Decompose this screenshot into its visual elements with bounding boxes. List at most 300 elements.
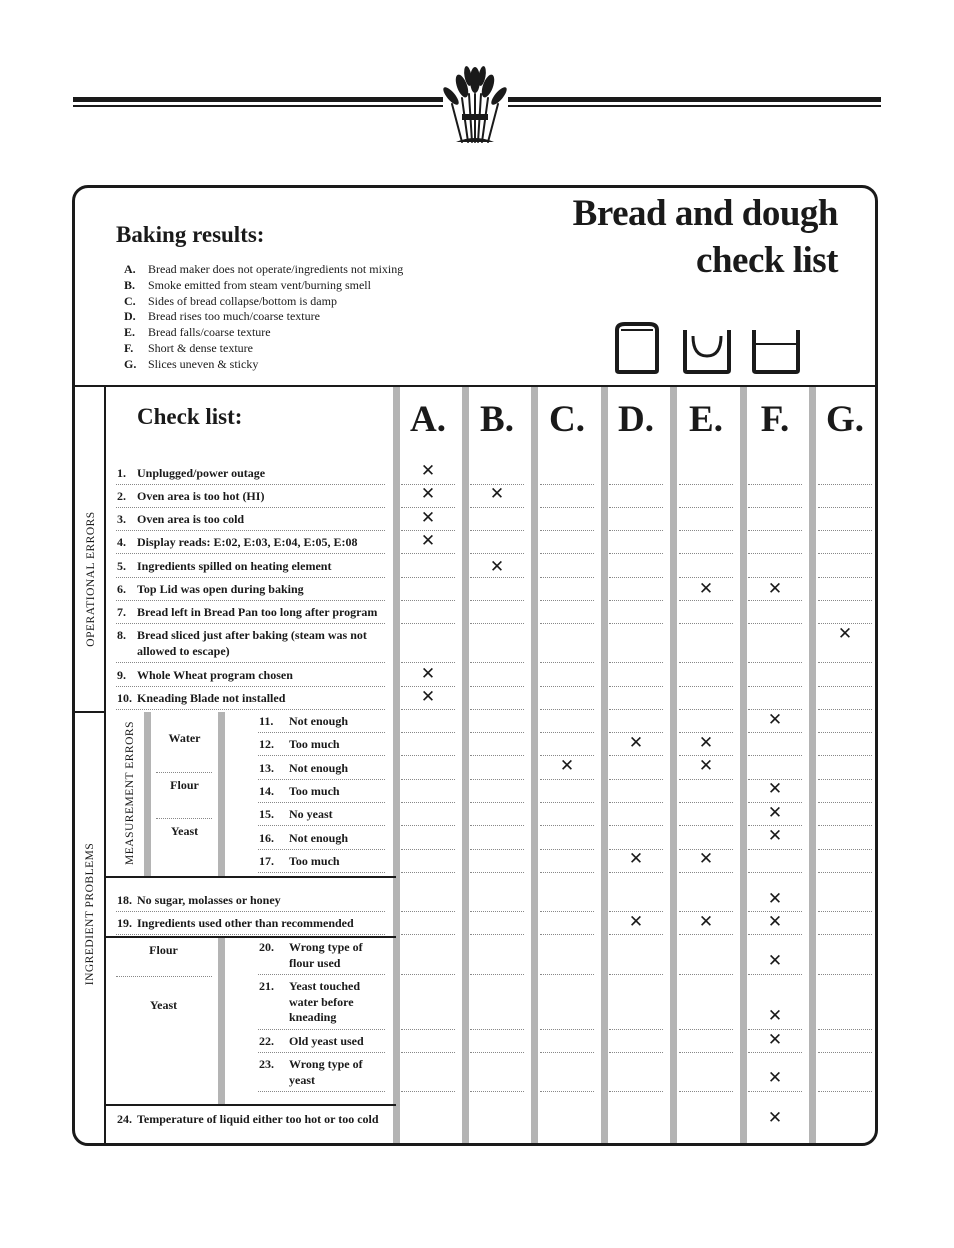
cell-divider	[679, 600, 733, 601]
row-number: 20.	[259, 940, 274, 954]
row-text: No sugar, molasses or honey	[137, 893, 281, 907]
row-text: Bread sliced just after baking (steam was not allowed to escape)	[137, 628, 367, 658]
cell-divider	[401, 934, 455, 935]
column-separator	[670, 387, 677, 1143]
cross-mark-icon: ✕	[420, 687, 436, 707]
cell-divider	[470, 1029, 524, 1030]
row-number: 5.	[117, 559, 126, 573]
row-number: 2.	[117, 489, 126, 503]
cross-mark-icon: ✕	[559, 756, 575, 776]
baking-result-letter: A.	[124, 262, 136, 276]
cell-divider	[748, 600, 802, 601]
cell-divider	[818, 600, 872, 601]
cross-mark-icon: ✕	[837, 624, 853, 644]
category-yeast: Yeast	[170, 824, 199, 838]
cell-divider	[540, 1052, 594, 1053]
row-text: No yeast	[289, 807, 333, 821]
top-rule-left	[73, 97, 443, 109]
cell-divider	[748, 530, 802, 531]
cell-divider	[401, 849, 455, 850]
row-text: Not enough	[289, 831, 349, 845]
cell-divider	[818, 686, 872, 687]
cell-divider	[679, 709, 733, 710]
cell-divider	[401, 662, 455, 663]
measurement-box-bottom	[106, 876, 396, 878]
cell-divider	[540, 934, 594, 935]
cross-mark-icon: ✕	[698, 733, 714, 753]
cell-divider	[679, 1091, 733, 1092]
row-number: 13.	[259, 761, 274, 775]
cell-divider	[748, 1052, 802, 1053]
column-header: F.	[760, 399, 790, 440]
cell-divider	[609, 662, 663, 663]
checklist-row	[259, 854, 387, 870]
bread-pan-collapsed-icon	[681, 326, 733, 374]
cell-divider	[609, 872, 663, 873]
cell-divider	[818, 732, 872, 733]
cross-mark-icon: ✕	[767, 951, 783, 971]
row-text: Oven area is too cold	[137, 512, 245, 526]
cell-divider	[679, 484, 733, 485]
cell-divider	[748, 507, 802, 508]
row-text: Oven area is too hot (HI)	[137, 489, 265, 503]
cell-divider	[679, 623, 733, 624]
checklist-row	[259, 1034, 387, 1050]
row-divider	[116, 530, 385, 531]
checklist-row	[117, 668, 387, 684]
cell-divider	[540, 849, 594, 850]
cross-mark-icon: ✕	[767, 1006, 783, 1026]
cell-divider	[818, 974, 872, 975]
measurement-box-left	[144, 712, 151, 876]
cell-divider	[540, 709, 594, 710]
baking-result-letter: C.	[124, 293, 136, 308]
cell-divider	[401, 872, 455, 873]
cell-divider	[818, 530, 872, 531]
cell-divider	[609, 934, 663, 935]
cell-divider	[540, 802, 594, 803]
cell-divider	[818, 825, 872, 826]
row-divider	[258, 825, 385, 826]
cell-divider	[470, 709, 524, 710]
cell-divider	[679, 1029, 733, 1030]
baking-result-item	[124, 325, 504, 341]
baking-result-item	[124, 294, 504, 310]
cell-divider	[401, 709, 455, 710]
baking-result-letter: D.	[124, 309, 136, 324]
cell-divider	[470, 686, 524, 687]
cell-divider	[818, 507, 872, 508]
title-line-2: check list	[696, 240, 838, 281]
checklist-row	[259, 714, 387, 730]
checklist-row	[117, 489, 387, 505]
baking-result-text: Sides of bread collapse/bottom is damp	[148, 293, 337, 308]
cell-divider	[540, 484, 594, 485]
cell-divider	[748, 662, 802, 663]
column-header: A.	[410, 399, 446, 440]
cell-divider	[748, 686, 802, 687]
baking-result-text: Smoke emitted from steam vent/burning smell	[148, 277, 371, 292]
cell-divider	[470, 577, 524, 578]
cell-divider	[679, 577, 733, 578]
cell-divider	[818, 779, 872, 780]
row-divider	[116, 911, 385, 912]
row-divider	[116, 577, 385, 578]
row-text: Wrong type of yeast	[289, 1057, 363, 1087]
category-yeast-2: Yeast	[149, 998, 178, 1012]
row-number: 10.	[117, 691, 132, 705]
row-number: 11.	[259, 714, 274, 728]
cell-divider	[748, 1091, 802, 1092]
cell-divider	[470, 825, 524, 826]
cell-divider	[679, 1052, 733, 1053]
baking-result-item	[124, 262, 504, 278]
cell-divider	[818, 802, 872, 803]
title-line-1: Bread and dough	[572, 193, 838, 234]
cell-divider	[609, 1091, 663, 1092]
baking-result-item	[124, 357, 504, 373]
checklist-row	[259, 1057, 387, 1088]
cell-divider	[818, 934, 872, 935]
row-number: 23.	[259, 1057, 274, 1071]
row-divider	[258, 779, 385, 780]
cross-mark-icon: ✕	[489, 557, 505, 577]
row-text: Ingredients used other than recommended	[137, 916, 354, 930]
cell-divider	[470, 1052, 524, 1053]
cross-mark-icon: ✕	[698, 579, 714, 599]
row-divider	[258, 802, 385, 803]
cell-divider	[609, 1029, 663, 1030]
row-number: 1.	[117, 466, 126, 480]
cross-mark-icon: ✕	[420, 484, 436, 504]
row-text: Too much	[289, 737, 340, 751]
cell-divider	[540, 1029, 594, 1030]
baking-result-letter: F.	[124, 340, 134, 355]
cell-divider	[540, 911, 594, 912]
row-divider	[116, 507, 385, 508]
cross-mark-icon: ✕	[767, 710, 783, 730]
cell-divider	[818, 872, 872, 873]
cross-mark-icon: ✕	[698, 912, 714, 932]
cell-divider	[401, 802, 455, 803]
cell-divider	[470, 507, 524, 508]
cell-divider	[540, 825, 594, 826]
cell-divider	[609, 755, 663, 756]
cell-divider	[609, 779, 663, 780]
cell-divider	[748, 553, 802, 554]
checklist-row	[117, 605, 387, 621]
cell-divider	[401, 825, 455, 826]
cross-mark-icon: ✕	[767, 779, 783, 799]
checklist-row	[259, 807, 387, 823]
cell-divider	[818, 911, 872, 912]
cell-divider	[540, 1091, 594, 1092]
row-number: 3.	[117, 512, 126, 526]
row-divider	[258, 849, 385, 850]
row-text: Wrong type of flour used	[289, 940, 363, 970]
row-divider	[258, 872, 385, 873]
bread-pan-short-icon	[750, 326, 802, 374]
cell-divider	[470, 849, 524, 850]
checklist-row	[259, 761, 387, 777]
cell-divider	[470, 732, 524, 733]
cross-mark-icon: ✕	[420, 461, 436, 481]
cell-divider	[470, 779, 524, 780]
row-text: Kneading Blade not installed	[137, 691, 286, 705]
cell-divider	[401, 577, 455, 578]
cell-divider	[818, 484, 872, 485]
cell-divider	[609, 553, 663, 554]
cross-mark-icon: ✕	[628, 912, 644, 932]
row-divider	[258, 732, 385, 733]
row-number: 6.	[117, 582, 126, 596]
cell-divider	[470, 623, 524, 624]
checklist-row	[117, 466, 387, 482]
cell-divider	[818, 755, 872, 756]
cell-divider	[609, 507, 663, 508]
cross-mark-icon: ✕	[420, 664, 436, 684]
cell-divider	[540, 872, 594, 873]
baking-result-text: Bread rises too much/coarse texture	[148, 309, 320, 324]
column-header: D.	[618, 399, 654, 440]
row-text: Old yeast used	[289, 1034, 364, 1048]
wheat-sheaf-icon	[442, 64, 508, 144]
category-water: Water	[168, 731, 201, 745]
baking-result-item	[124, 278, 504, 294]
cell-divider	[748, 484, 802, 485]
cell-divider	[609, 623, 663, 624]
row-divider	[116, 662, 385, 663]
page-title	[500, 190, 838, 284]
row-divider	[116, 600, 385, 601]
cell-divider	[679, 507, 733, 508]
checklist-row	[259, 979, 387, 1026]
cell-divider	[540, 530, 594, 531]
baking-result-item	[124, 341, 504, 357]
checklist-row	[117, 512, 387, 528]
checklist-row	[117, 916, 387, 932]
cell-divider	[818, 1052, 872, 1053]
row-divider	[258, 974, 385, 975]
checklist-row	[259, 940, 387, 971]
row-number: 22.	[259, 1034, 274, 1048]
cross-mark-icon: ✕	[698, 756, 714, 776]
cell-divider	[748, 732, 802, 733]
checklist-row	[117, 691, 387, 707]
checklist-row	[259, 737, 387, 753]
cell-divider	[818, 662, 872, 663]
cell-divider	[818, 1091, 872, 1092]
cell-divider	[748, 872, 802, 873]
baking-result-letter: G.	[124, 356, 137, 371]
row-divider	[116, 934, 385, 935]
baking-result-item	[124, 309, 504, 325]
cell-divider	[401, 1029, 455, 1030]
cell-divider	[540, 779, 594, 780]
cell-divider	[540, 974, 594, 975]
cell-divider	[540, 577, 594, 578]
checklist-row	[259, 784, 387, 800]
row-divider	[116, 484, 385, 485]
cell-divider	[818, 709, 872, 710]
row-number: 21.	[259, 979, 274, 993]
header-divider	[74, 385, 876, 387]
checklist-row	[117, 559, 387, 575]
baking-result-text: Slices uneven & sticky	[148, 356, 259, 371]
cell-divider	[679, 802, 733, 803]
cell-divider	[609, 686, 663, 687]
cross-mark-icon: ✕	[767, 579, 783, 599]
row-number: 14.	[259, 784, 274, 798]
cell-divider	[818, 577, 872, 578]
row-number: 8.	[117, 628, 126, 642]
column-separator	[393, 387, 400, 1143]
column-separator	[531, 387, 538, 1143]
row-number: 16.	[259, 831, 274, 845]
category-divider	[156, 772, 212, 773]
checklist-row	[117, 582, 387, 598]
row-text: Whole Wheat program chosen	[137, 668, 293, 682]
section-measurement-label: MEASUREMENT ERRORS	[124, 721, 136, 865]
cell-divider	[401, 755, 455, 756]
cell-divider	[401, 732, 455, 733]
row-number: 9.	[117, 668, 126, 682]
cell-divider	[470, 755, 524, 756]
cell-divider	[470, 974, 524, 975]
cell-divider	[470, 530, 524, 531]
column-separator	[740, 387, 747, 1143]
row-number: 24.	[117, 1112, 132, 1126]
section-operational-label: OPERATIONAL ERRORS	[85, 511, 97, 647]
cell-divider	[679, 553, 733, 554]
row-text: Display reads: E:02, E:03, E:04, E:05, E:08	[137, 535, 358, 549]
cross-mark-icon: ✕	[767, 889, 783, 909]
row-text: Ingredients spilled on heating element	[137, 559, 332, 573]
category-divider	[156, 818, 212, 819]
row-number: 15.	[259, 807, 274, 821]
cell-divider	[470, 911, 524, 912]
cell-divider	[748, 974, 802, 975]
checklist-row	[117, 893, 387, 909]
cross-mark-icon: ✕	[628, 849, 644, 869]
checklist-row	[259, 831, 387, 847]
row-divider	[258, 1091, 385, 1092]
row-text: Top Lid was open during baking	[137, 582, 304, 596]
cell-divider	[679, 872, 733, 873]
row-number: 17.	[259, 854, 274, 868]
cross-mark-icon: ✕	[420, 508, 436, 528]
ingredient-box-bottom	[106, 1104, 396, 1106]
cell-divider	[470, 1091, 524, 1092]
cell-divider	[679, 530, 733, 531]
row-text: Bread left in Bread Pan too long after program	[137, 605, 378, 619]
cross-mark-icon: ✕	[420, 531, 436, 551]
cell-divider	[540, 623, 594, 624]
cell-divider	[679, 662, 733, 663]
measurement-box-inner	[218, 712, 225, 876]
cell-divider	[609, 1052, 663, 1053]
row-text: Temperature of liquid either too hot or too cold	[137, 1112, 379, 1126]
section-ingredient-label: INGREDIENT PROBLEMS	[84, 842, 96, 986]
column-header: B.	[480, 399, 514, 440]
cell-divider	[470, 600, 524, 601]
cell-divider	[748, 623, 802, 624]
cell-divider	[401, 1091, 455, 1092]
cell-divider	[818, 849, 872, 850]
cell-divider	[748, 934, 802, 935]
row-divider	[116, 553, 385, 554]
cell-divider	[470, 802, 524, 803]
row-divider	[116, 709, 385, 710]
row-text: Too much	[289, 854, 340, 868]
row-number: 12.	[259, 737, 274, 751]
section-left-divider	[104, 387, 106, 1145]
cell-divider	[470, 872, 524, 873]
category-flour: Flour	[170, 778, 199, 792]
cell-divider	[540, 553, 594, 554]
cell-divider	[609, 802, 663, 803]
cross-mark-icon: ✕	[767, 826, 783, 846]
row-number: 19.	[117, 916, 132, 930]
checklist-row	[117, 1112, 387, 1128]
column-separator	[601, 387, 608, 1143]
cell-divider	[540, 662, 594, 663]
category-flour-2: Flour	[149, 943, 178, 957]
baking-result-letter: B.	[124, 277, 136, 292]
cell-divider	[609, 825, 663, 826]
ingredient-box-inner	[218, 938, 225, 1104]
cell-divider	[470, 934, 524, 935]
row-divider	[258, 755, 385, 756]
column-separator	[462, 387, 469, 1143]
cell-divider	[609, 484, 663, 485]
cross-mark-icon: ✕	[489, 484, 505, 504]
row-text: Not enough	[289, 761, 349, 775]
cell-divider	[540, 732, 594, 733]
baking-results-list	[124, 262, 504, 373]
row-divider	[258, 1052, 385, 1053]
cross-mark-icon: ✕	[767, 1068, 783, 1088]
checklist-heading: Check list:	[137, 404, 243, 429]
cell-divider	[679, 686, 733, 687]
column-header: G.	[825, 399, 865, 440]
section-split-line	[74, 711, 106, 713]
ingredient-box-top	[106, 936, 396, 938]
cell-divider	[540, 600, 594, 601]
cell-divider	[401, 911, 455, 912]
cell-divider	[470, 553, 524, 554]
cell-divider	[401, 779, 455, 780]
checklist-row	[117, 628, 387, 659]
cell-divider	[818, 553, 872, 554]
cell-divider	[609, 600, 663, 601]
cell-divider	[470, 662, 524, 663]
cross-mark-icon: ✕	[628, 733, 644, 753]
column-separator	[809, 387, 816, 1143]
cell-divider	[540, 507, 594, 508]
cell-divider	[609, 709, 663, 710]
row-number: 18.	[117, 893, 132, 907]
cell-divider	[401, 623, 455, 624]
cell-divider	[679, 779, 733, 780]
cell-divider	[748, 755, 802, 756]
row-divider	[258, 1029, 385, 1030]
cell-divider	[679, 825, 733, 826]
row-text: Not enough	[289, 714, 349, 728]
checklist-row	[117, 535, 387, 551]
category-divider	[116, 976, 212, 977]
cross-mark-icon: ✕	[767, 1030, 783, 1050]
